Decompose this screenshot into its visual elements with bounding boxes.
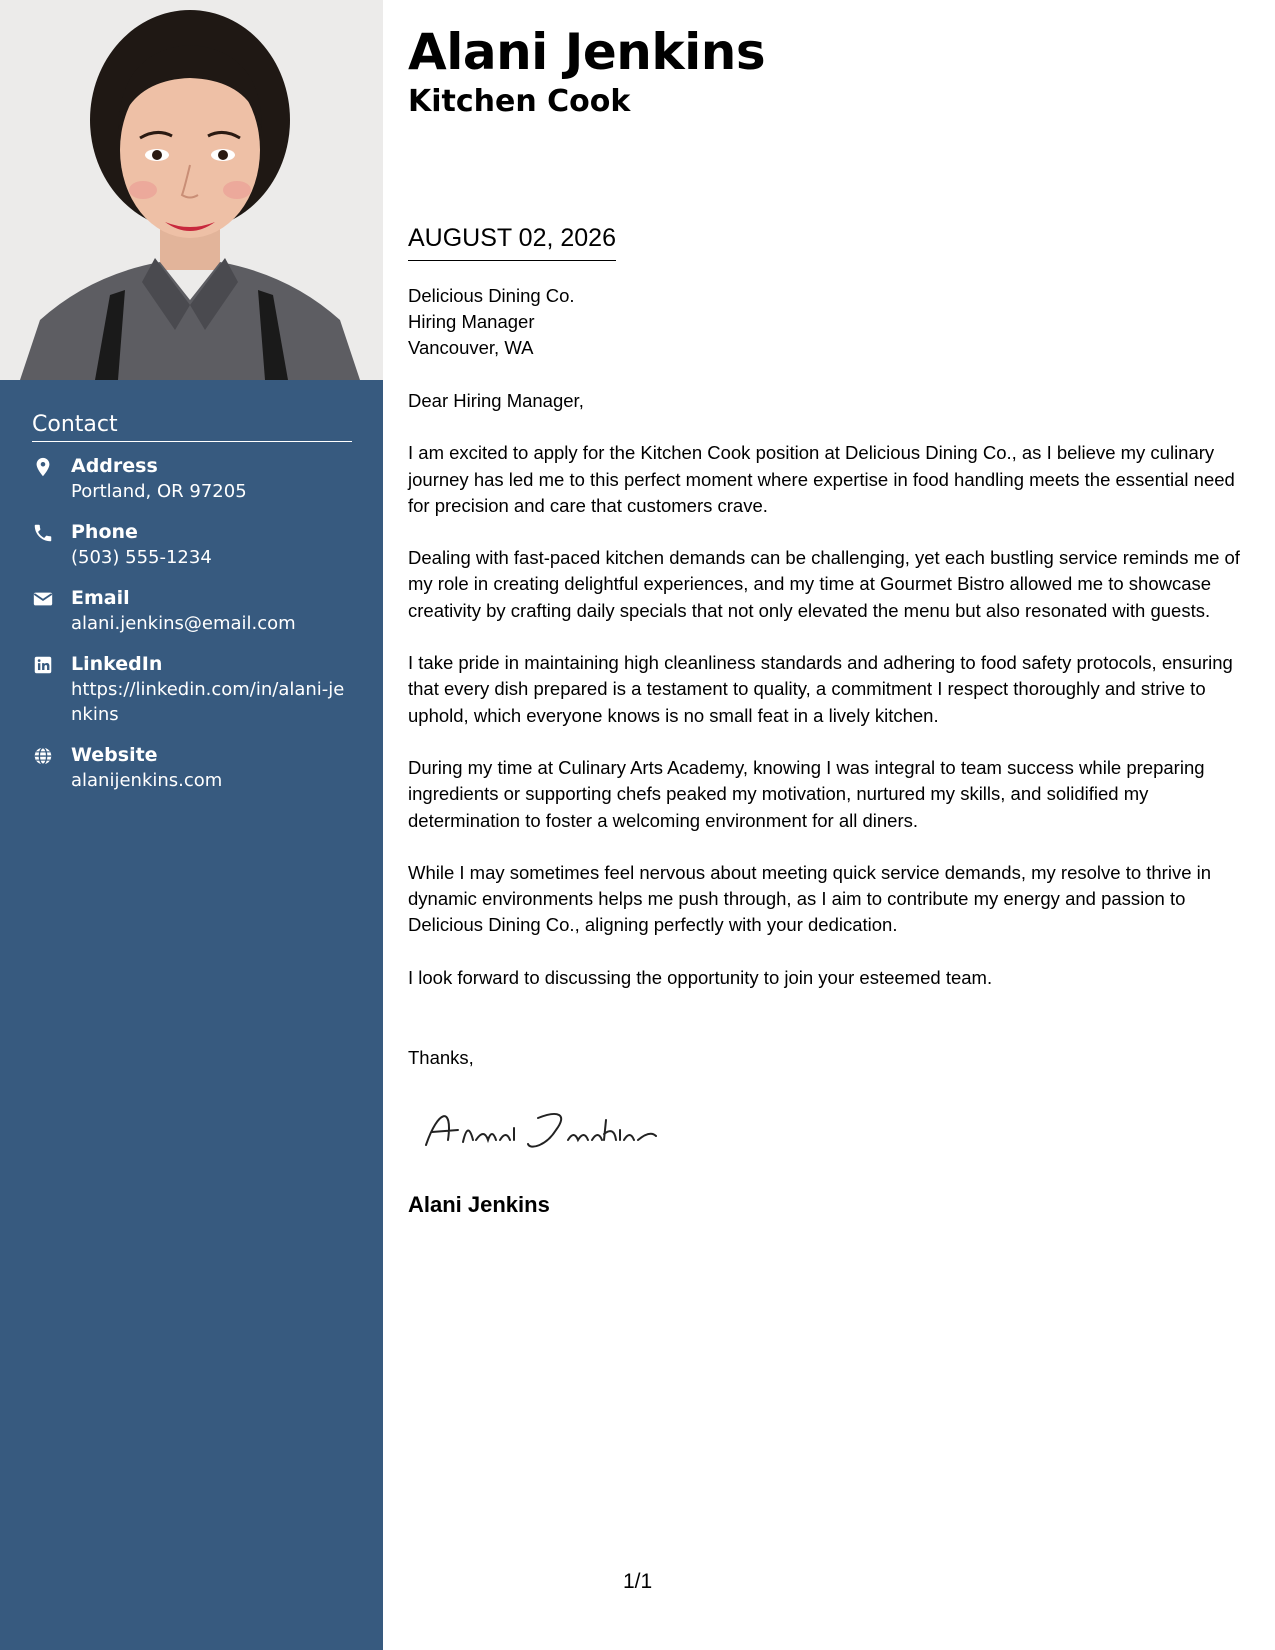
recipient-title: Hiring Manager bbox=[408, 311, 535, 332]
contact-value[interactable]: alanijenkins.com bbox=[71, 770, 223, 791]
contact-linkedin bbox=[32, 652, 352, 727]
handwritten-signature bbox=[418, 1100, 668, 1160]
linkedin-icon bbox=[32, 654, 54, 676]
contact-email bbox=[32, 586, 352, 636]
paragraph: I am excited to apply for the Kitchen Cook position at Delicious Dining Co., as I believe my culinary journey has led me to this perfect moment where expertise in food handling meets the essential need for precision and care that customers crave. bbox=[408, 442, 1235, 516]
contact-phone bbox=[32, 520, 352, 570]
contact-label: LinkedIn bbox=[71, 653, 163, 675]
letter-body bbox=[408, 388, 1253, 1017]
profile-photo bbox=[0, 0, 383, 380]
salutation: Dear Hiring Manager, bbox=[408, 390, 584, 411]
closing: Thanks, bbox=[408, 1047, 474, 1068]
contact-value[interactable]: (503) 555-1234 bbox=[71, 547, 212, 568]
paragraph: Dealing with fast-paced kitchen demands can be challenging, yet each bustling service reminds me of my role in creating delightful experiences, and my time at Gourmet Bistro allowed me to showcase creativity by crafting daily specials that not only elevated the menu but also resonated with guests. bbox=[408, 547, 1240, 621]
contact-section bbox=[32, 412, 352, 809]
paragraph: During my time at Culinary Arts Academy, knowing I was integral to team success while preparing ingredients or supporting chefs peaked my motivation, nurtured my skills, and solidified my determination to foster a welcoming environment for all diners. bbox=[408, 756, 1205, 831]
globe-icon bbox=[32, 745, 54, 767]
contact-value[interactable]: alani.jenkins@email.com bbox=[71, 613, 296, 634]
paragraph: I take pride in maintaining high cleanliness standards and adhering to food safety protocols, ensuring that every dish prepared is a testament to quality, a commitment I respect thoroughly and strive to uphold, which everyone knows is no small feat in a lively kitchen. bbox=[408, 652, 1233, 726]
applicant-name: Alani Jenkins bbox=[408, 23, 766, 81]
contact-label: Address bbox=[71, 455, 158, 477]
signer-name: Alani Jenkins bbox=[408, 1192, 550, 1217]
applicant-title: Kitchen Cook bbox=[408, 84, 631, 119]
paragraph: I look forward to discussing the opportunity to join your esteemed team. bbox=[408, 966, 993, 988]
contact-address bbox=[32, 454, 352, 504]
contact-value: Portland, OR 97205 bbox=[71, 481, 247, 502]
recipient-company: Delicious Dining Co. bbox=[408, 285, 575, 306]
portrait-illustration bbox=[0, 0, 383, 380]
sidebar bbox=[0, 0, 383, 1650]
paragraph: While I may sometimes feel nervous about meeting quick service demands, my resolve to thrive in dynamic environments helps me push through, as I aim to contribute my energy and passion to Delicious Dining Co., aligning perfectly with your dedication. bbox=[408, 861, 1212, 936]
contact-label: Phone bbox=[71, 521, 138, 543]
letter-date: AUGUST 02, 2026 bbox=[408, 222, 616, 261]
recipient-location: Vancouver, WA bbox=[408, 337, 534, 358]
recipient-block bbox=[408, 283, 575, 361]
contact-heading: Contact bbox=[32, 412, 352, 442]
contact-value[interactable]: https://linkedin.com/in/alani-jenkins bbox=[71, 679, 345, 725]
page-number: 1/1 bbox=[623, 1570, 653, 1593]
contact-label: Email bbox=[71, 587, 130, 609]
map-pin-icon bbox=[32, 456, 54, 478]
contact-website bbox=[32, 743, 352, 793]
envelope-icon bbox=[32, 588, 54, 610]
phone-icon bbox=[32, 522, 54, 544]
contact-label: Website bbox=[71, 744, 158, 766]
